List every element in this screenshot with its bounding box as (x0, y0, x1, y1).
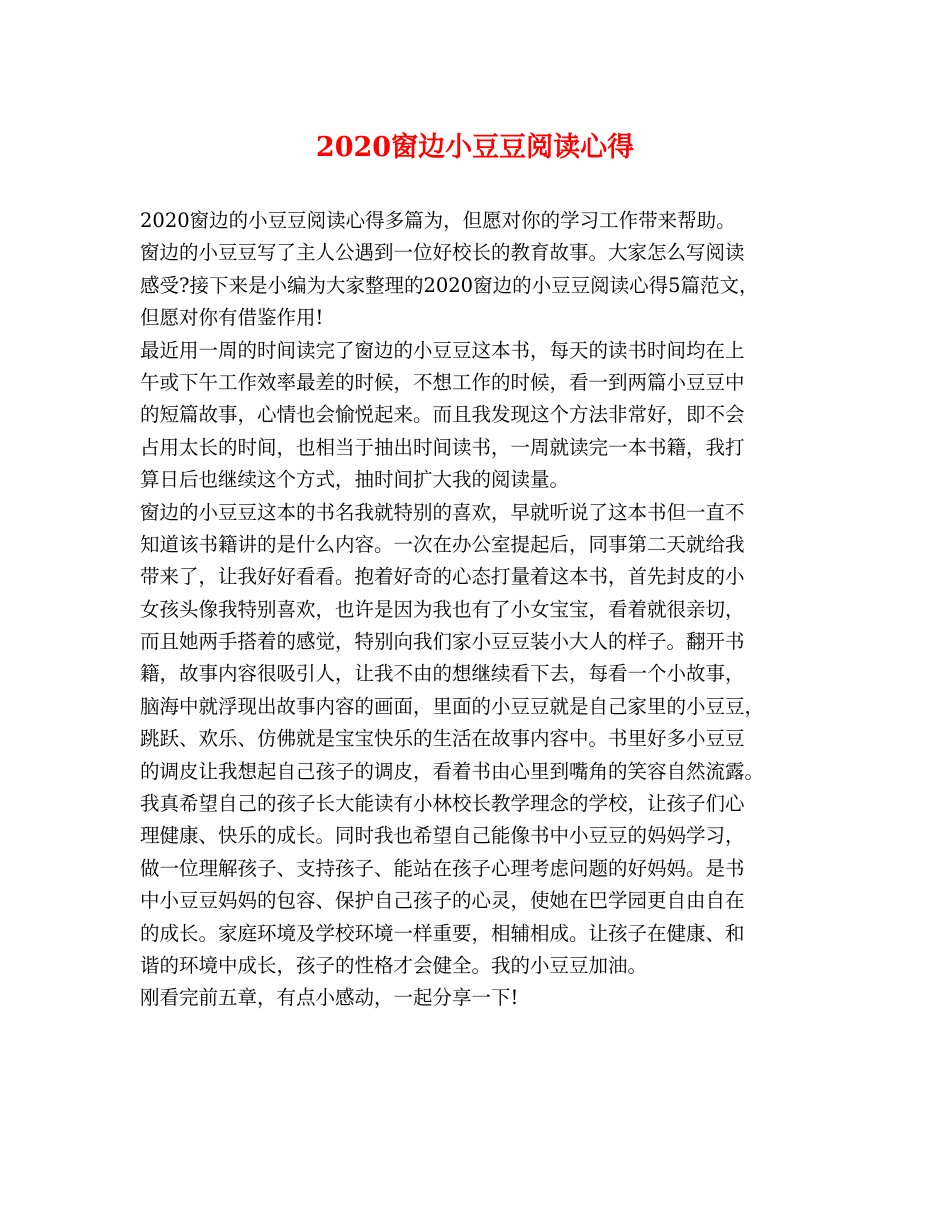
body-line: 最近用一周的时间读完了窗边的小豆豆这本书，每天的读书时间均在上 (140, 338, 745, 362)
body-line: 知道该书籍讲的是什么内容。一次在办公室提起后，同事第二天就给我 (140, 532, 745, 556)
body-line: 做一位理解孩子、支持孩子、能站在孩子心理考虑问题的好妈妈。是书 (140, 856, 745, 880)
body-line: 我真希望自己的孩子长大能读有小林校长教学理念的学校，让孩子们心 (140, 792, 745, 816)
body-line: 午或下午工作效率最差的时候，不想工作的时候，看一到两篇小豆豆中 (140, 370, 745, 394)
body-line: 算日后也继续这个方式，抽时间扩大我的阅读量。 (140, 468, 570, 492)
body-line: 谐的环境中成长，孩子的性格才会健全。我的小豆豆加油。 (140, 953, 648, 977)
document-title: 2020窗边小豆豆阅读心得 (315, 132, 635, 163)
body-line: 的调皮让我想起自己孩子的调皮，看着书由心里到嘴角的笑容自然流露。 (140, 759, 765, 783)
body-line: 感受?接下来是小编为大家整理的2020窗边的小豆豆阅读心得5篇范文， (140, 273, 759, 297)
body-line: 但愿对你有借鉴作用! (140, 306, 324, 330)
body-line: 理健康、快乐的成长。同时我也希望自己能像书中小豆豆的妈妈学习， (140, 824, 745, 848)
body-line: 刚看完前五章，有点小感动，一起分享一下! (140, 986, 519, 1010)
body-line: 2020窗边的小豆豆阅读心得多篇为，但愿对你的学习工作带来帮助。 (140, 209, 736, 232)
body-line: 的成长。家庭环境及学校环境一样重要，相辅相成。让孩子在健康、和 (140, 921, 745, 945)
body-line: 的短篇故事，心情也会愉悦起来。而且我发现这个方法非常好，即不会 (140, 403, 745, 427)
body-line: 跳跃、欢乐、仿佛就是宝宝快乐的生活在故事内容中。书里好多小豆豆 (140, 727, 745, 751)
document-body (140, 205, 830, 1015)
body-line: 窗边的小豆豆写了主人公遇到一位好校长的教育故事。大家怎么写阅读 (140, 241, 745, 265)
body-line: 中小豆豆妈妈的包容、保护自己孩子的心灵，使她在巴学园更自由自在 (140, 889, 745, 913)
body-line: 而且她两手搭着的感觉，特别向我们家小豆豆装小大人的样子。翻开书 (140, 630, 745, 654)
body-line: 脑海中就浮现出故事内容的画面，里面的小豆豆就是自己家里的小豆豆， (140, 694, 765, 718)
body-line: 带来了，让我好好看看。抱着好奇的心态打量着这本书，首先封皮的小 (140, 565, 745, 589)
body-line: 窗边的小豆豆这本的书名我就特别的喜欢，早就听说了这本书但一直不 (140, 500, 745, 524)
body-line: 女孩头像我特别喜欢，也许是因为我也有了小女宝宝，看着就很亲切， (140, 597, 745, 621)
body-line: 占用太长的时间，也相当于抽出时间读书，一周就读完一本书籍，我打 (140, 435, 745, 459)
body-line: 籍，故事内容很吸引人，让我不由的想继续看下去，每看一个小故事， (140, 662, 745, 686)
